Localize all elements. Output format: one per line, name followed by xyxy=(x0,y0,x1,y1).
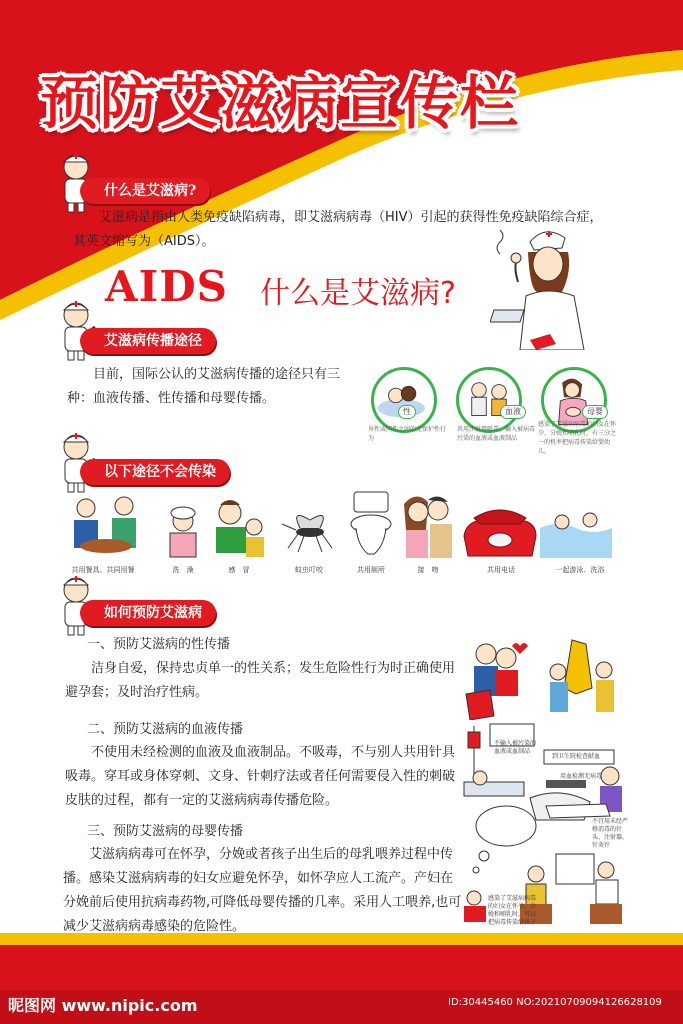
prevention-blood-title: 二、预防艾滋病的血液传播 xyxy=(87,722,244,737)
prevention-mother-child-body: 艾滋病病毒可在怀孕，分娩或者孩子出生后的母乳喂养过程中传播。感染艾滋病病毒的妇女应避免怀孕，如怀孕应人工流产。产妇在分娩前后使用抗病毒药物,可降低母婴传播的几率。采用人工喂养,也可减少艾滋病病毒感染的危险性。 xyxy=(63,847,462,934)
section-heading-what-is-aids: 什么是艾滋病? xyxy=(80,178,210,204)
blood-note-1: 不输入被污染的血液或血制品 xyxy=(494,740,537,755)
mother-child-note-2: 感染了艾滋病病毒的妇女在怀孕、分娩和哺乳时，可以把病毒传染给孩子 xyxy=(488,895,537,926)
no-transmission-label-meal: 共用餐具、共同用餐 xyxy=(71,566,135,574)
cold-icon xyxy=(212,495,270,560)
route-caption-sex: 异性或同性之间的无保护性行为 xyxy=(368,426,447,442)
kissing-icon xyxy=(400,490,456,560)
route-caption-mother-child: 感染了艾滋病病毒的妇女在怀孕、分娩和哺乳时，有三分之一的机率把病毒传染给婴幼儿。 xyxy=(538,421,617,455)
no-transmission-label-toilet: 共用厕所 xyxy=(357,566,385,574)
no-transmission-label-swim: 一起游泳、洗浴 xyxy=(555,566,605,574)
prevention-sexual-body: 洁身自爱，保持忠贞单一的性关系；发生危险性行为时正确使用避孕套；及时治疗性病。 xyxy=(65,661,456,700)
section1-body: 艾滋病是指由人类免疫缺陷病毒，即艾滋病病毒（HIV）引起的获得性免疫缺陷综合症，其英文缩写为（AIDS）。 xyxy=(73,210,603,249)
route-sex-illustration xyxy=(371,367,437,433)
route-tag-mother-child: 母婴 xyxy=(582,405,608,419)
faithful-couple-illustration xyxy=(462,632,622,720)
telephone-icon xyxy=(460,500,540,560)
aids-big-text: AIDS xyxy=(105,262,228,311)
prevention-blood-body: 不使用未经检测的血液及血液制品。不吸毒，不与别人共用针具吸毒。穿耳或身体穿刺、文身、针刺疗法或者任何需要侵入性的刺破皮肤的过程，都有一定的艾滋病病毒传播危险。 xyxy=(65,745,456,808)
nurse-illustration-icon xyxy=(490,222,600,350)
no-transmission-label-phone: 共用电话 xyxy=(487,566,515,574)
route-blood-illustration xyxy=(456,367,522,433)
swimming-icon xyxy=(540,500,612,558)
section-heading-no-transmission: 以下途径不会传染 xyxy=(80,459,230,485)
mosquito-icon xyxy=(280,502,340,557)
shared-meal-icon xyxy=(66,490,146,560)
no-transmission-label-kiss: 接 吻 xyxy=(417,566,439,574)
prevention-sexual-title: 一、预防艾滋病的性传播 xyxy=(87,637,231,652)
section2-body: 目前，国际公认的艾滋病传播的途径只有三种：血液传播、性传播和母婴传播。 xyxy=(67,367,341,406)
page-title: 预防艾滋病宣传栏 xyxy=(40,69,521,137)
what-is-aids-big-text: 什么是艾滋病? xyxy=(260,276,456,311)
route-tag-sex: 性 xyxy=(398,405,416,419)
no-transmission-label-mosquito: 蚊虫叮咬 xyxy=(295,566,323,574)
route-tag-blood: 血液 xyxy=(500,405,526,419)
mother-child-note-1: 不宜用未经严格消毒的针头、注射器，针灸针 xyxy=(592,818,629,849)
no-transmission-label-bath: 洗 澡 xyxy=(172,566,194,574)
image-id-text: ID:30445460 NO:20210709094126628109 xyxy=(448,997,662,1008)
route-caption-blood: 共用注射器吸毒，输入被病毒污染的血液或血液制品 xyxy=(457,426,536,442)
prevention-mother-child-title: 三、预防艾滋病的母婴传播 xyxy=(87,824,244,839)
nipic-watermark-logo: 昵图网 www.nipic.com xyxy=(8,996,198,1015)
section-heading-prevention: 如何预防艾滋病 xyxy=(80,600,216,626)
no-transmission-label-cold: 感 冒 xyxy=(228,566,250,574)
bathing-icon xyxy=(160,505,206,560)
section-heading-transmission-routes: 艾滋病传播途径 xyxy=(80,328,216,354)
blood-note-2: 到卫生院检查献血 xyxy=(552,753,601,760)
blood-note-3: 用血检测无病毒 xyxy=(560,773,603,780)
toilet-icon xyxy=(346,490,396,558)
